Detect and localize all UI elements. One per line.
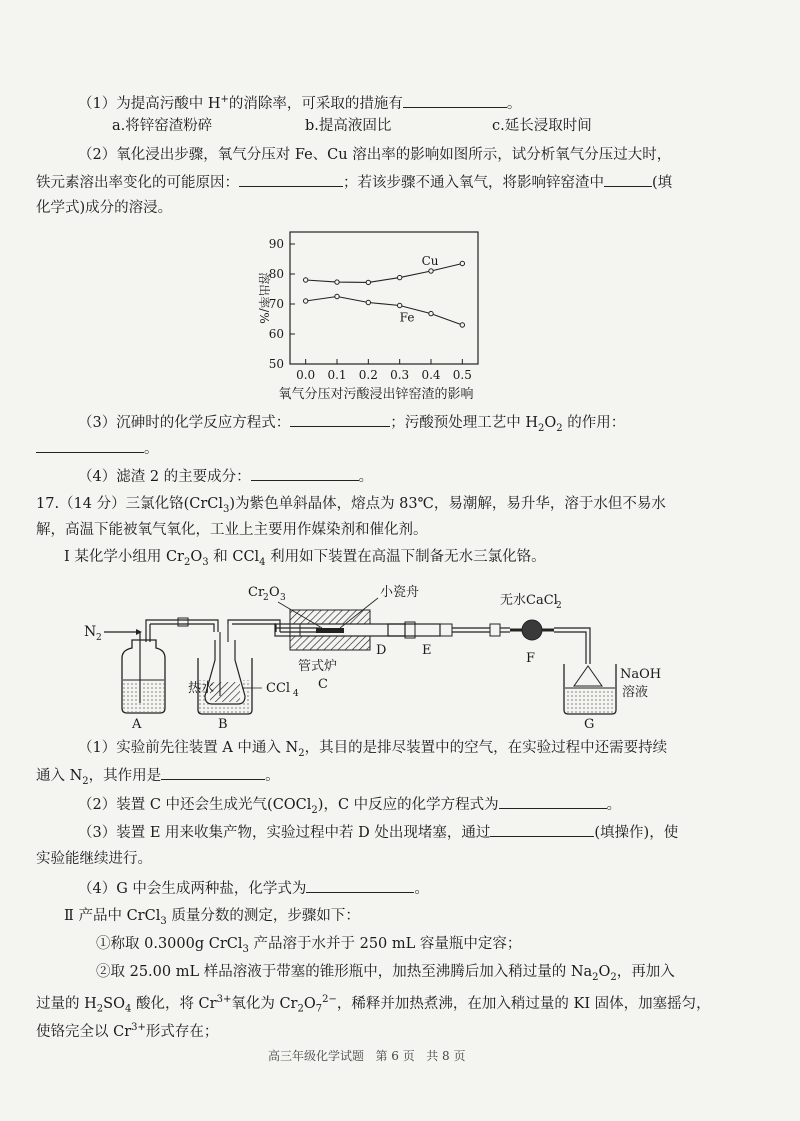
svg-text:Cr: Cr (248, 585, 265, 600)
answer-blank[interactable] (499, 794, 607, 809)
svg-text:CCl: CCl (266, 681, 291, 696)
n2-label: N (84, 624, 97, 640)
data-point (460, 323, 464, 327)
q17-step2-line2: 过量的 $H_2SO_4$ 酸化，将 $Cr^{3+}$氧化为 $Cr_2O_7^{2-}$，稀释并加热煮沸，在加入稍过量的 KI 固体，加塞摇匀， (36, 994, 711, 1015)
series-label: Fe (399, 310, 415, 325)
q16-part2-line1: （2）氧化浸出步骤，氧气分压对 Fe、Cu 溶出率的影响如图所示，试分析氧气分压过大时， (78, 147, 672, 163)
data-point (397, 275, 401, 279)
x-tick-label: 0.2 (358, 368, 378, 382)
data-point (335, 294, 339, 298)
svg-text:溶液: 溶液 (622, 685, 649, 700)
answer-blank[interactable] (239, 172, 343, 187)
svg-text:F: F (526, 651, 536, 666)
q16-part3-line2: 。 (36, 438, 159, 459)
data-point (460, 261, 464, 265)
page-footer: 高三年级化学试题 第 6 页 共 8 页 (268, 1049, 466, 1063)
series-line-cu (306, 264, 463, 283)
svg-text:E: E (422, 643, 432, 658)
y-tick-label: 60 (268, 327, 284, 341)
answer-blank[interactable] (161, 765, 265, 780)
svg-text:无水CaCl: 无水CaCl (500, 593, 558, 608)
y-tick-label: 80 (268, 267, 284, 281)
x-tick-label: 0.4 (421, 368, 441, 382)
answer-blank[interactable] (490, 822, 594, 837)
data-point (366, 280, 370, 284)
q17-s3-line2: 实验能继续进行。 (36, 851, 152, 867)
svg-text:G: G (584, 717, 595, 728)
q17-part1-intro: Ⅰ 某化学小组用 $Cr_2O_3$ 和 CCl$_4$ 利用如下装置在高温下制备无水三氯化铬。 (64, 549, 546, 568)
beaker-g (564, 664, 616, 714)
answer-blank[interactable] (306, 878, 414, 893)
series-label: Cu (421, 254, 439, 268)
q16-part2-line3: 化学式)成分的溶浸。 (36, 200, 173, 216)
option-a: a.将锌窑渣粉碎 (112, 118, 213, 134)
data-point (335, 280, 339, 284)
svg-text:管式炉: 管式炉 (298, 659, 338, 674)
q17-step2: ②取 25.00 mL 样品溶液于带塞的锥形瓶中，加热至沸腾后加入稍过量的 $Na_2O_2$，再加入 (96, 964, 675, 983)
svg-text:4: 4 (293, 689, 299, 699)
y-tick-label: 50 (268, 357, 284, 371)
q16-part3-line1: （3）沉砷时的化学反应方程式： ；污酸预处理工艺中 $H_2O_2$ 的作用： (78, 412, 625, 439)
q17-s3-line1: （3）装置 E 用来收集产物，实验过程中若 D 处出现堵塞，通过 (填操作)，使 (78, 822, 678, 843)
answer-blank[interactable] (290, 412, 390, 427)
answer-blank[interactable] (604, 172, 652, 187)
q16-part1: （1）为提高污酸中 H+的消除率，可采取的措施有 。 (78, 94, 522, 112)
q17-step1: ①称取 0.3000g CrCl$_3$ 产品溶于水并于 250 mL 容量瓶中定容； (96, 936, 522, 955)
dissolution-rate-chart (230, 224, 530, 404)
q17-heading: 17.（14 分）三氯化铬(CrCl$_3$)为紫色单斜晶体，熔点为 83℃，易潮解，易升华，溶于水但不易水 (36, 496, 666, 515)
svg-text:2: 2 (96, 633, 102, 643)
q17-step2-line3: 使铬完全以 $Cr^{3+}$形式存在； (36, 1022, 219, 1040)
option-c: c.延长浸取时间 (492, 118, 592, 134)
q17-s1-line2: 通入 $N_2$，其作用是 。 (36, 765, 280, 792)
svg-text:B: B (218, 717, 228, 728)
svg-text:D: D (376, 643, 387, 658)
data-point (429, 269, 433, 273)
data-point (303, 278, 307, 282)
data-point (429, 311, 433, 315)
svg-text:A: A (132, 717, 142, 728)
x-axis-label: 氧气分压对污酸浸出锌窑渣的影响 (278, 387, 474, 402)
svg-text:热水: 热水 (188, 681, 215, 696)
q17-s2: （2）装置 C 中还会生成光气(COCl$_2$)，C 中反应的化学方程式为 。 (78, 794, 621, 821)
answer-blank[interactable] (36, 438, 144, 453)
svg-text:小瓷舟: 小瓷舟 (380, 585, 420, 600)
answer-blank[interactable] (251, 466, 359, 481)
apparatus-diagram (70, 578, 690, 728)
y-axis-label: 溶出率/% (257, 272, 271, 324)
q17-part2-intro: Ⅱ 产品中 CrCl$_3$ 质量分数的测定，步骤如下： (64, 908, 360, 927)
x-tick-label: 0.0 (296, 368, 316, 382)
svg-text:O: O (269, 585, 280, 600)
q17-s1-line1: （1）实验前先往装置 A 中通入 $N_2$，其目的是排尽装置中的空气，在实验过程中还需要持续 (78, 740, 668, 759)
bottle-a (122, 624, 165, 713)
svg-text:2: 2 (556, 601, 562, 611)
x-tick-label: 0.1 (327, 368, 347, 382)
svg-text:3: 3 (280, 593, 286, 603)
x-tick-label: 0.3 (390, 368, 410, 382)
series-line-fe (306, 297, 463, 326)
plot-frame (290, 232, 478, 364)
x-tick-label: 0.5 (452, 368, 472, 382)
q16-part4: （4）滤渣 2 的主要成分： 。 (78, 466, 373, 487)
q17-heading-line2: 解，高温下能被氧气氧化，工业上主要用作媒染剂和催化剂。 (36, 522, 428, 538)
y-tick-label: 90 (268, 237, 284, 251)
data-point (397, 303, 401, 307)
data-point (366, 300, 370, 304)
q17-s4: （4）G 中会生成两种盐，化学式为 。 (78, 878, 429, 899)
svg-text:2: 2 (263, 593, 269, 603)
svg-text:NaOH: NaOH (620, 667, 662, 682)
y-tick-label: 70 (268, 297, 284, 311)
data-point (303, 299, 307, 303)
option-b: b.提高液固比 (305, 118, 392, 134)
q16-part2-line2: 铁元素溶出率变化的可能原因： ；若该步骤不通入氧气，将影响锌窑渣中 (填 (36, 172, 672, 193)
answer-blank[interactable] (403, 93, 507, 108)
drying-tube-f (510, 620, 554, 640)
beaker-b (198, 624, 252, 714)
svg-text:C: C (318, 677, 328, 692)
